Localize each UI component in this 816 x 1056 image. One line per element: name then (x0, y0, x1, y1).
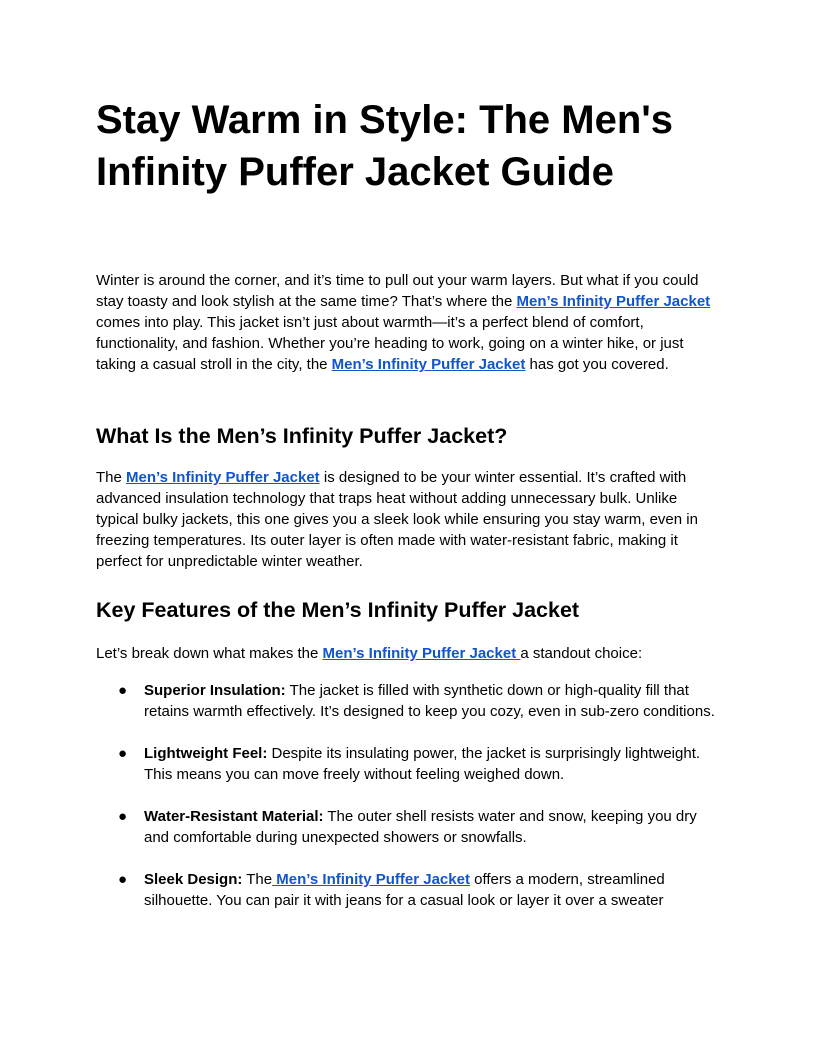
feature-text: The outer shell resists water and snow, keeping you dry and comfortable during unexpected showers or snowfalls. (144, 808, 697, 846)
feature-label: Superior Insulation: (144, 682, 286, 699)
features-intro-paragraph (96, 643, 720, 664)
feature-text: The jacket is filled with synthetic down or high-quality fill that retains warmth effectively. It’s designed to keep you cozy, even in sub-zero conditions. (144, 682, 715, 720)
list-item (96, 680, 720, 722)
features-intro-text-2: a standout choice: (520, 645, 643, 662)
features-list (96, 680, 720, 932)
what-is-text-1: The (96, 469, 127, 486)
intro-text-3: has got you covered. (525, 356, 669, 373)
product-link[interactable]: Men’s Infinity Puffer Jacket (322, 645, 521, 662)
bullet-icon: ● (118, 745, 128, 762)
feature-text: offers a modern, streamlined silhouette. You can pair it with jeans for a casual look or layer it over a sweater (144, 871, 665, 909)
bullet-icon: ● (118, 682, 128, 699)
bullet-icon: ● (118, 871, 128, 888)
what-is-text-2: is designed to be your winter essential. It’s crafted with advanced insulation technology that traps heat without adding unnecessary bulk. Unlike typical bulky jackets, this one gives you a sleek look while ensuring you stay warm, even in freezing temperatures. Its outer layer is often made with water-resistant fabric, making it perfect for unpredictable winter weather. (96, 469, 698, 570)
product-link[interactable]: Men’s Infinity Puffer Jacket (331, 356, 526, 373)
list-item (96, 743, 720, 785)
feature-label: Lightweight Feel: (144, 745, 268, 762)
product-link[interactable]: Men’s Infinity Puffer Jacket (516, 293, 711, 310)
page-title: Stay Warm in Style: The Men's Infinity Puffer Jacket Guide (96, 98, 674, 194)
intro-text-1: Winter is around the corner, and it’s time to pull out your warm layers. But what if you could stay toasty and look stylish at the same time? That’s where the (96, 272, 699, 310)
intro-text-2: comes into play. This jacket isn’t just about warmth—it’s a perfect blend of comfort, functionality, and fashion. Whether you’re heading to work, going on a winter hike, or just taking a casual stroll in the city, the (96, 314, 684, 373)
feature-label: Water-Resistant Material: (144, 808, 324, 825)
product-link[interactable]: Men’s Infinity Puffer Jacket (126, 469, 320, 486)
feature-text: Despite its insulating power, the jacket is surprisingly lightweight. This means you can move freely without feeling weighed down. (144, 745, 701, 783)
section-heading-key-features: Key Features of the Men’s Infinity Puffer Jacket (96, 598, 580, 622)
bullet-icon: ● (118, 808, 128, 825)
feature-text: The (242, 871, 273, 888)
section-heading-what-is: What Is the Men’s Infinity Puffer Jacket? (96, 424, 508, 448)
intro-paragraph (96, 270, 720, 375)
feature-label: Sleek Design: (144, 871, 243, 888)
product-link[interactable]: Men’s Infinity Puffer Jacket (272, 871, 470, 888)
list-item (96, 806, 720, 848)
list-item (96, 869, 720, 911)
what-is-paragraph (96, 467, 720, 572)
features-intro-text-1: Let’s break down what makes the (96, 645, 323, 662)
